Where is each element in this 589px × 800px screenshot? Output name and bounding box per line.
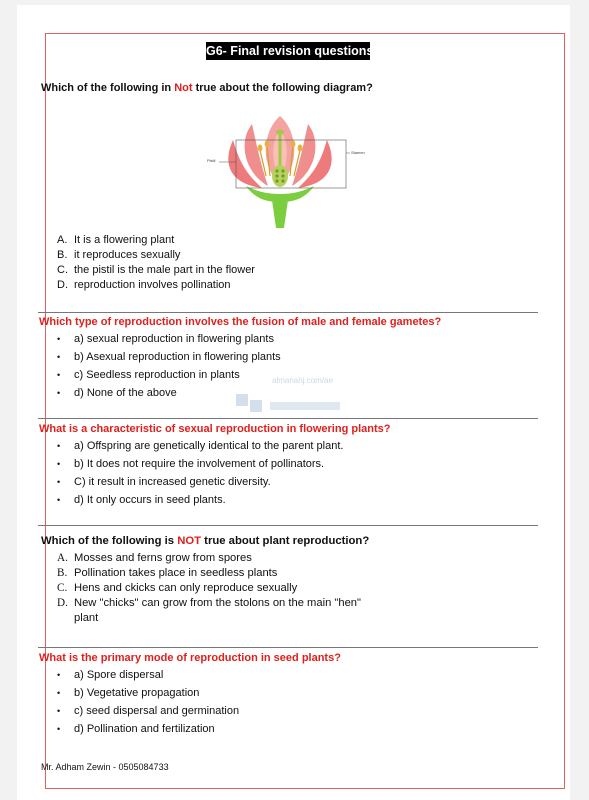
question-4-options <box>57 551 361 626</box>
option-c[interactable]: • C) it result in increased genetic diversity. <box>57 473 343 491</box>
option-a[interactable]: • a) sexual reproduction in flowering plants <box>57 330 281 348</box>
question-5-options <box>57 666 239 738</box>
option-b[interactable]: • b) Vegetative propagation <box>57 684 239 702</box>
question-1 <box>41 82 373 94</box>
option-c[interactable]: C. the pistil is the male part in the flower <box>57 264 255 276</box>
bullet-icon: • <box>57 688 61 698</box>
option-a[interactable]: • a) Offspring are genetically identical to the parent plant. <box>57 437 343 455</box>
bullet-icon: • <box>57 334 61 344</box>
option-a[interactable]: • a) Spore dispersal <box>57 666 239 684</box>
option-d[interactable]: • d) It only occurs in seed plants. <box>57 491 343 509</box>
question-4-highlight: NOT <box>177 535 202 547</box>
question-1-highlight: Not <box>174 82 193 94</box>
option-b[interactable]: • b) It does not require the involvement of pollinators. <box>57 455 343 473</box>
divider <box>38 312 538 313</box>
question-1-options <box>57 233 255 293</box>
question-4-text-a: Which of the following is <box>41 535 178 547</box>
option-a[interactable]: A. Mosses and ferns grow from spores <box>57 552 252 564</box>
diagram-label-pistil: Pistil <box>207 158 216 163</box>
divider <box>38 647 538 648</box>
question-4-text-b: true about plant reproduction? <box>201 535 370 547</box>
bullet-icon: • <box>57 388 61 398</box>
divider <box>38 418 538 419</box>
option-d[interactable]: D. reproduction involves pollination <box>57 279 231 291</box>
option-c[interactable]: • c) seed dispersal and germination <box>57 702 239 720</box>
question-3-options <box>57 437 343 509</box>
option-d[interactable]: • d) Pollination and fertilization <box>57 720 239 738</box>
footer-author: Mr. Adham Zewin - 0505084733 <box>41 762 169 772</box>
bullet-icon: • <box>57 352 61 362</box>
question-2: Which type of reproduction involves the fusion of male and female gametes? <box>39 316 442 328</box>
option-b[interactable]: • b) Asexual reproduction in flowering plants <box>57 348 281 366</box>
bullet-icon: • <box>57 441 61 451</box>
option-b[interactable]: B. Pollination takes place in seedless plants <box>57 567 278 579</box>
bullet-icon: • <box>57 670 61 680</box>
question-5: What is the primary mode of reproduction in seed plants? <box>39 652 341 664</box>
bullet-icon: • <box>57 724 61 734</box>
option-c[interactable]: C. Hens and ckicks can only reproduce sexually <box>57 582 298 594</box>
question-4 <box>41 535 369 547</box>
question-3: What is a characteristic of sexual reproduction in flowering plants? <box>39 423 391 435</box>
page-title: G6- Final revision questions <box>206 44 374 58</box>
bullet-icon: • <box>57 459 61 469</box>
bullet-icon: • <box>57 370 61 380</box>
watermark: almanahj.com/ae <box>272 376 333 385</box>
option-a[interactable]: A. It is a flowering plant <box>57 234 175 246</box>
flower-diagram <box>200 112 360 230</box>
option-d[interactable]: • d) None of the above <box>57 384 281 402</box>
bullet-icon: • <box>57 495 61 505</box>
bullet-icon: • <box>57 477 61 487</box>
bullet-icon: • <box>57 706 61 716</box>
option-d-continuation: plant <box>74 612 99 624</box>
option-c[interactable]: • c) Seedless reproduction in plants <box>57 366 281 384</box>
watermark-logo <box>236 392 346 414</box>
divider <box>38 525 538 526</box>
option-d[interactable]: D. New "chicks" can grow from the stolons on the main "hen" <box>57 597 362 609</box>
question-1-text-b: true about the following diagram? <box>192 82 373 94</box>
diagram-label-stamen: Stamen <box>351 150 365 155</box>
question-1-text-a: Which of the following in <box>41 82 175 94</box>
option-b[interactable]: B. it reproduces sexually <box>57 249 181 261</box>
